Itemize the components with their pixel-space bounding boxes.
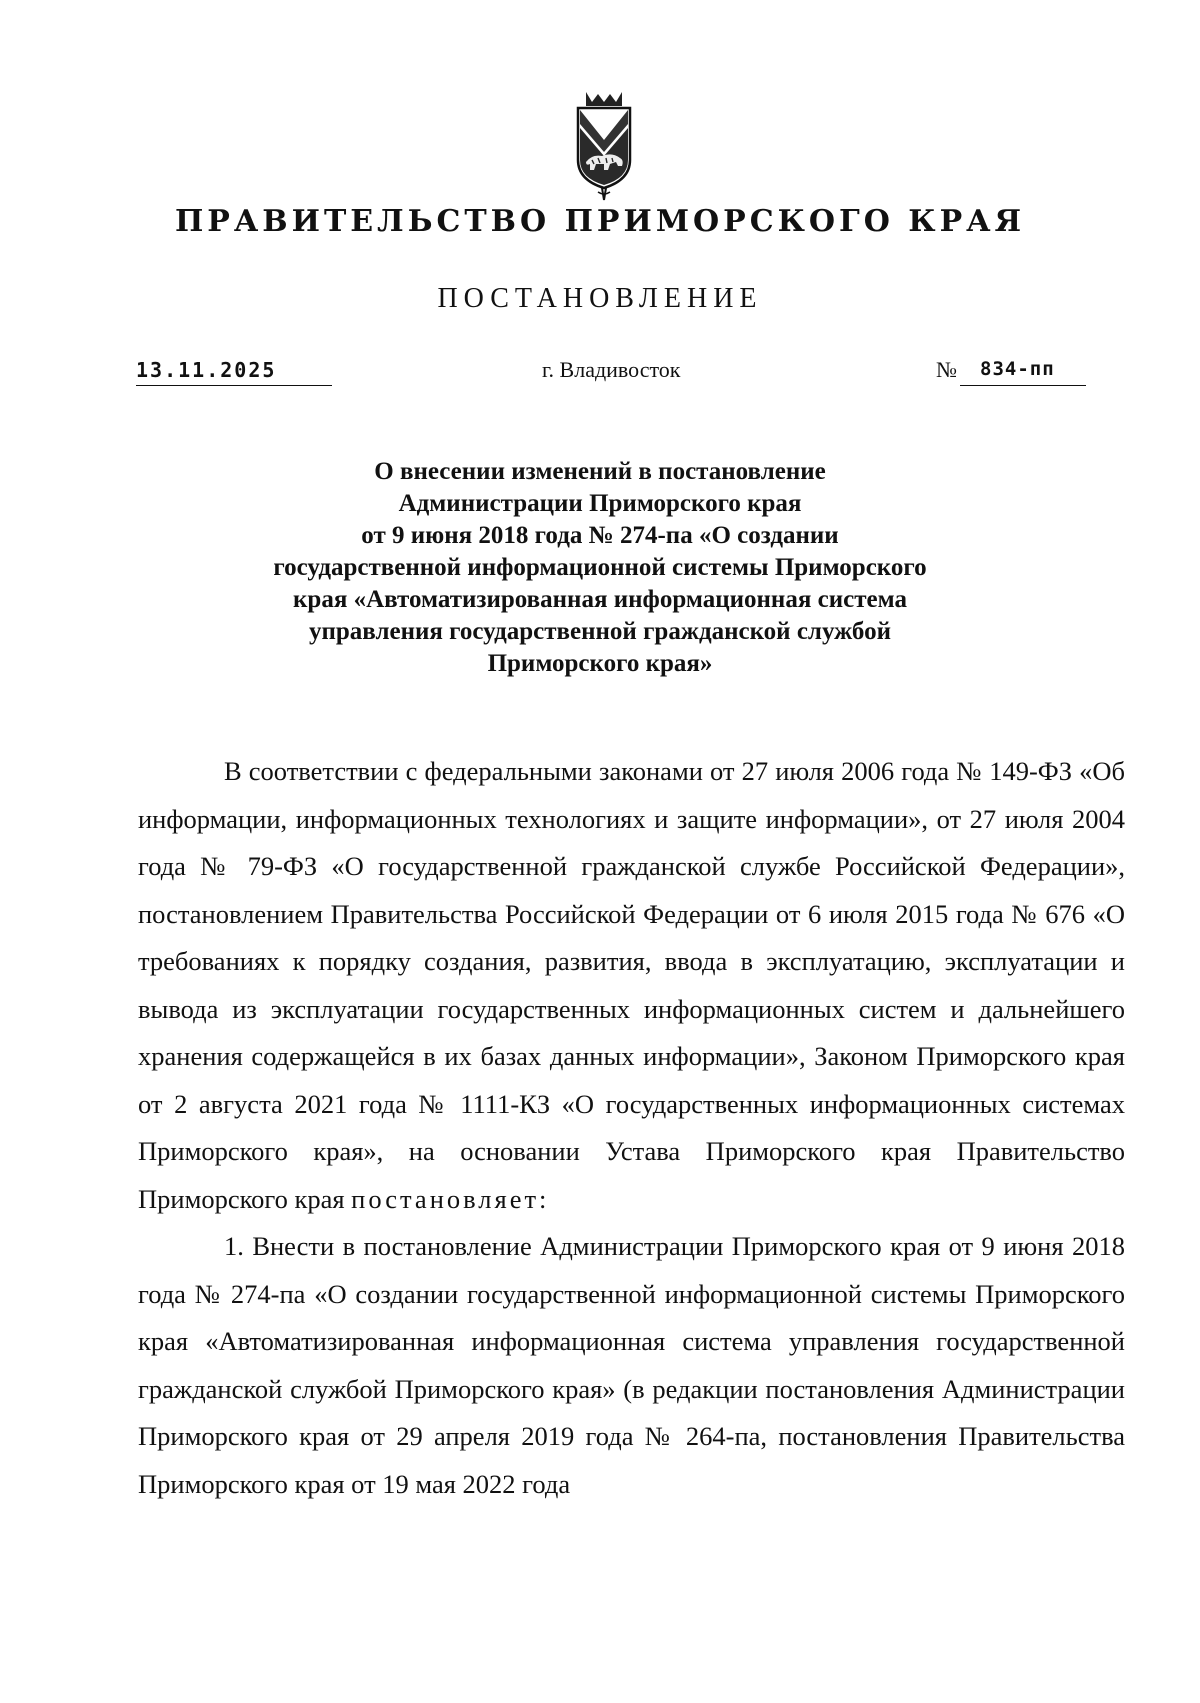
decree-word: постановляет: bbox=[351, 1183, 550, 1214]
subject-line: Администрации Приморского края bbox=[398, 490, 802, 517]
preamble-text: В соответствии с федеральными законами от 27 июля 2006 года № 149-ФЗ «Об информации, информационных технологиях и защите информации», от 27 июля 2004 года № 79-ФЗ «О государственной гражданской службе Российской Федерации», постановлением Правительства Российской Федерации от 6 июля 2015 года № 676 «О требованиях к порядку создания, развития, ввода в эксплуатацию, эксплуатации и вывода из эксплуатации государственных информационных систем и дальнейшего хранения содержащейся в их базах данных информации», Законом Приморского края от 2 августа 2021 года № 1111-КЗ «О государственных информационных системах Приморского края», на основании Устава Приморского края Правительство Приморского края bbox=[138, 756, 1125, 1214]
document-date-field bbox=[136, 355, 332, 386]
document-date: 13.11.2025 bbox=[136, 358, 277, 382]
subject-line: государственной информационной системы Приморского bbox=[273, 554, 927, 581]
document-city: г. Владивосток bbox=[542, 357, 681, 382]
coat-of-arms-icon bbox=[572, 88, 636, 206]
subject-line: края «Автоматизированная информационная система bbox=[293, 586, 907, 613]
document-subject bbox=[150, 456, 1050, 680]
subject-line: Приморского края» bbox=[487, 650, 713, 677]
document-type: ПОСТАНОВЛЕНИЕ bbox=[437, 283, 763, 314]
subject-line: от 9 июня 2018 года № 274-па «О создании bbox=[361, 522, 839, 549]
issuing-authority: ПРАВИТЕЛЬСТВО ПРИМОРСКОГО КРАЯ bbox=[174, 204, 1026, 239]
subject-line: О внесении изменений в постановление bbox=[374, 458, 826, 485]
document-number: 834-пп bbox=[980, 358, 1055, 380]
number-sign: № bbox=[936, 357, 957, 382]
preamble-paragraph bbox=[138, 748, 1125, 1223]
subject-line: управления государственной гражданской службой bbox=[308, 618, 892, 645]
document-body bbox=[138, 748, 1125, 1508]
item-1-paragraph: 1. Внести в постановление Администрации Приморского края от 9 июня 2018 года № 274-па «О создании государственной информационной системы Приморского края «Автоматизированная информационная система управления государственной гражданской службой Приморского края» (в редакции постановления Администрации Приморского края от 29 апреля 2019 года № 264-па, постановления Правительства Приморского края от 19 мая 2022 года bbox=[138, 1231, 1125, 1499]
document-number-field bbox=[960, 355, 1086, 386]
